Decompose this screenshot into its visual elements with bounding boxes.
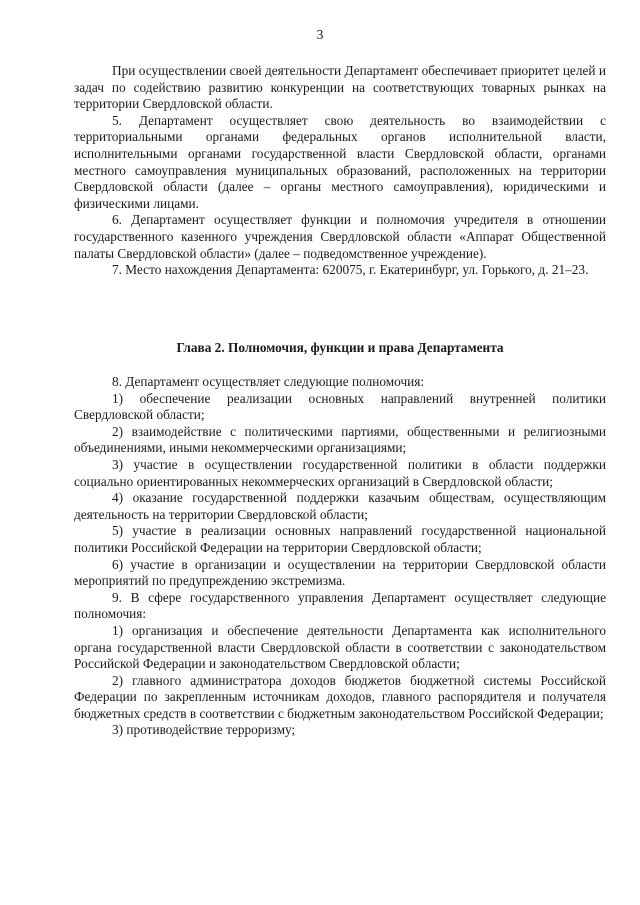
paragraph-9-governance-intro: 9. В сфере государственного управления Департамент осуществляет следующие полномочия: — [74, 589, 606, 622]
paragraph-7-location: 7. Место нахождения Департамента: 620075, г. Екатеринбург, ул. Горького, д. 21–23. — [112, 262, 589, 278]
body-text-top — [74, 63, 606, 279]
list-item-8-1: 1) обеспечение реализации основных направлений внутренней политики Свердловской области; — [74, 390, 606, 423]
paragraph-6-founder-functions: 6. Департамент осуществляет функции и полномочия учредителя в отношении государственного казенного учреждения Свердловской области «Аппарат Общественной палаты Свердловской области» (далее – подведомственное учреждение). — [74, 212, 606, 261]
chapter-title: Глава 2. Полномочия, функции и права Департамента — [176, 340, 504, 355]
list-item-8-3: 3) участие в осуществлении государственной политики в области поддержки социально ориентированных некоммерческих организаций в Свердловской области; — [74, 456, 606, 489]
list-item-9-2: 2) главного администратора доходов бюджетов бюджетной системы Российской Федерации по закрепленным источникам доходов, главного распорядителя и получателя бюджетных средств в соответствии с бюджетным законодательством Российской Федерации; — [74, 672, 606, 721]
list-item-9-1: 1) организация и обеспечение деятельности Департамента как исполнительного органа государственной власти Свердловской области в соответствии с законодательством Российской Федерации и законодательством Свердловской области; — [74, 622, 606, 672]
list-item-8-2: 2) взаимодействие с политическими партиями, общественными и религиозными объединениями, иными некоммерческими организациями; — [74, 423, 606, 456]
list-item-8-6: 6) участие в организации и осуществлении на территории Свердловской области мероприятий по предупреждению экстремизма. — [74, 556, 606, 589]
list-item-9-3: 3) противодействие терроризму; — [112, 722, 296, 738]
body-text-bottom — [74, 374, 606, 739]
paragraph-8-powers-intro: 8. Департамент осуществляет следующие полномочия: — [112, 374, 425, 389]
list-item-8-5: 5) участие в реализации основных направлений государственной национальной политики Российской Федерации на территории Свердловской области; — [74, 523, 606, 555]
paragraph-5-interaction: 5. Департамент осуществляет свою деятельность во взаимодействии с территориальными органами федеральных органов исполнительной власти, исполнительными органами государственной власти Свердловской области, органами местного самоуправления муниципальных образований, расположенных на территории Свердловской области (далее – органы местного самоуправления), юридическими и физическими лицами. — [74, 112, 606, 211]
list-item-8-4: 4) оказание государственной поддержки казачьим обществам, осуществляющим деятельность на территории Свердловской области; — [74, 490, 606, 522]
paragraph-competition-priority: При осуществлении своей деятельности Департамент обеспечивает приоритет целей и задач по содействию развитию конкуренции на соответствующих товарных рынках на территории Свердловской области. — [74, 63, 606, 112]
page-number: 3 — [316, 27, 324, 42]
